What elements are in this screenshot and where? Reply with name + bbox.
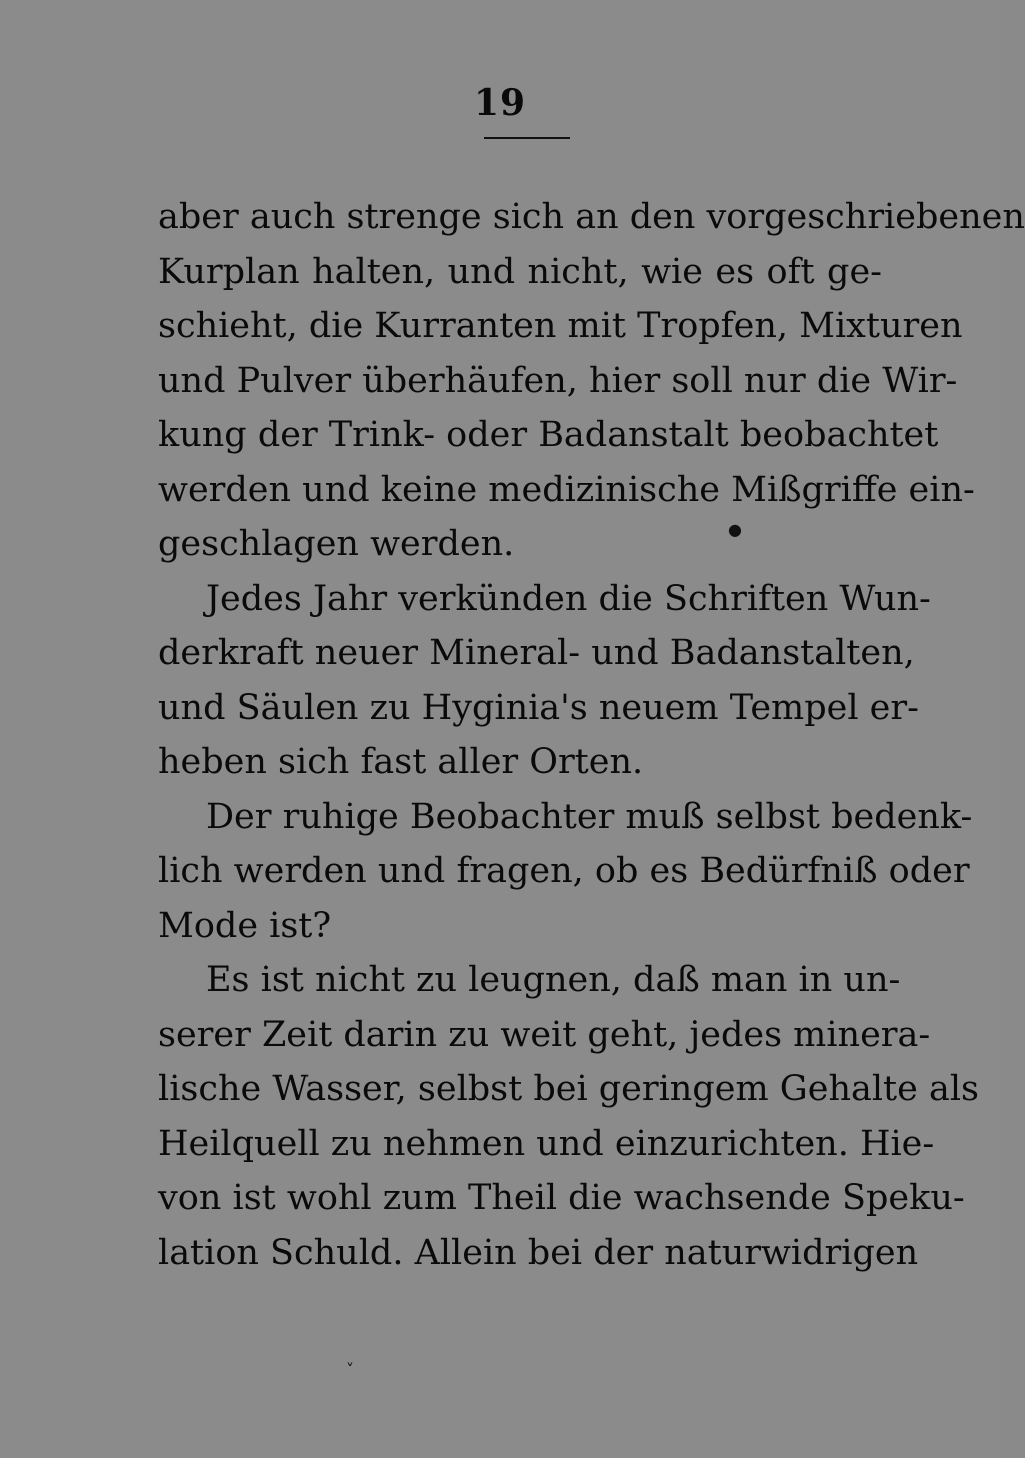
body-text <box>158 190 1025 1280</box>
text-line: werden und keine medizinische Mißgriffe ein- <box>158 469 975 510</box>
text-line: Der ruhige Beobachter muß selbst bedenk- <box>206 796 973 837</box>
text-line: und Säulen zu Hyginia's neuem Tempel er- <box>158 687 919 728</box>
ink-speck: ● <box>728 520 742 539</box>
text-line: aber auch strenge sich an den vorgeschriebenen <box>158 197 1025 237</box>
text-line: geschlagen werden. <box>158 524 515 564</box>
text-line: schieht, die Kurranten mit Tropfen, Mixturen <box>158 306 963 346</box>
text-line: lische Wasser, selbst bei geringem Gehalte als <box>158 1069 979 1109</box>
text-line: Heilquell zu nehmen und einzurichten. Hie- <box>158 1123 935 1164</box>
ink-speck: ˅ <box>346 1360 354 1379</box>
text-line: Mode ist? <box>158 905 332 946</box>
text-line: kung der Trink- oder Badanstalt beobachtet <box>158 415 939 455</box>
text-line: lation Schuld. Allein bei der naturwidrigen <box>158 1232 919 1273</box>
text-line: und Pulver überhäufen, hier soll nur die Wir- <box>158 360 958 401</box>
text-line: Jedes Jahr verkünden die Schriften Wun- <box>206 578 931 619</box>
text-line: serer Zeit darin zu weit geht, jedes minera- <box>158 1014 931 1055</box>
text-line: lich werden und fragen, ob es Bedürfniß oder <box>158 851 970 891</box>
text-line: Kurplan halten, und nicht, wie es oft ge- <box>158 251 882 292</box>
header-rule <box>484 137 570 139</box>
text-line: heben sich fast aller Orten. <box>158 742 644 782</box>
text-line: von ist wohl zum Theil die wachsende Speku- <box>158 1178 965 1218</box>
text-line: Es ist nicht zu leugnen, daß man in un- <box>206 960 901 1000</box>
text-line: derkraft neuer Mineral- und Badanstalten, <box>158 633 915 673</box>
page-number: 19 <box>473 82 527 124</box>
